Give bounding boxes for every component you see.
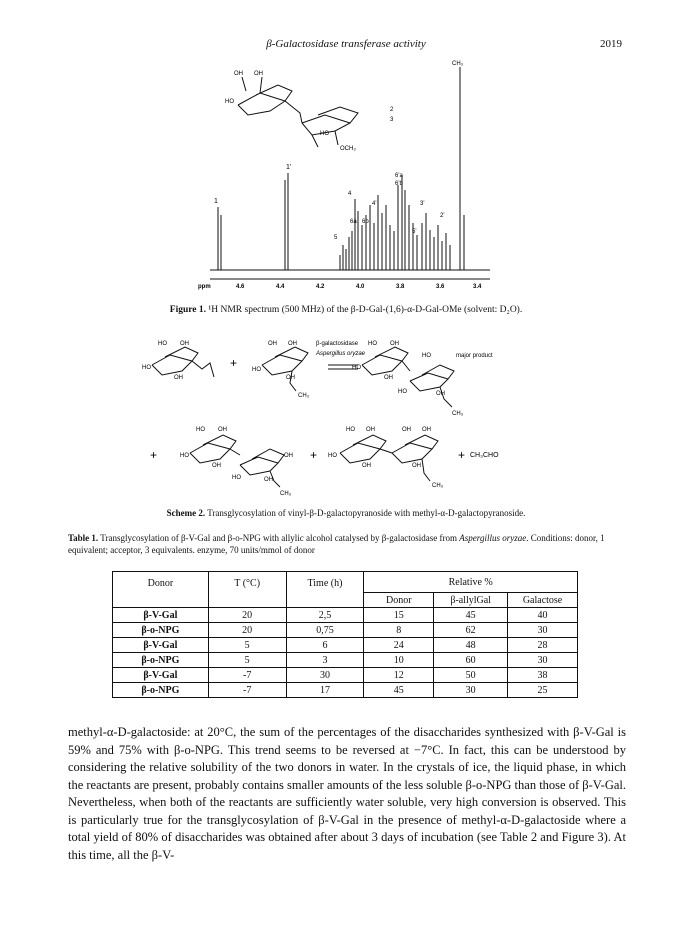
cell-rel-donor: 24 (364, 638, 434, 653)
plus-sign: + (310, 448, 318, 462)
table1-caption (68, 532, 624, 556)
table1-caption-text-a: Transglycosylation of β-V-Gal and β-o-NPG with allylic alcohol catalysed by β-galactosidase from (100, 533, 460, 543)
table-row (113, 623, 578, 638)
cell-temp: 20 (208, 608, 286, 623)
plus-sign: + (458, 448, 466, 462)
peak-label-1: 1 (214, 198, 218, 205)
axis-tick: 4.2 (316, 284, 325, 290)
axis-tick: 3.4 (473, 284, 482, 290)
scheme-label: HO (252, 367, 261, 373)
cell-rel-donor: 10 (364, 653, 434, 668)
cell-temp: -7 (208, 668, 286, 683)
scheme-label: OH (286, 375, 295, 381)
scheme2-caption-text: Transglycosylation of vinyl-β-D-galactopyranoside with methyl-α-D-galactopyranoside. (207, 508, 526, 518)
axis-tick: 3.8 (396, 284, 405, 290)
table1-caption-organism: Aspergillus oryzae (459, 533, 527, 543)
peak-label-6prime-b: 6'b (395, 181, 403, 187)
cell-time: 2,5 (286, 608, 364, 623)
peak-label-ch3: CH₃ (452, 61, 464, 67)
scheme-label: HO (398, 389, 407, 395)
axis-tick: 4.0 (356, 284, 365, 290)
peak-label-6prime-a: 6'a (395, 173, 403, 179)
structure-label-och3: OCH₃ (340, 146, 356, 152)
peak-label-4prime: 4' (372, 201, 377, 207)
cell-temp: -7 (208, 683, 286, 698)
acetaldehyde-label: CH₃CHO (470, 452, 499, 459)
table-row (113, 653, 578, 668)
cell-rel-allylgal: 30 (434, 683, 508, 698)
cell-rel-donor: 12 (364, 668, 434, 683)
table1-caption-text-b: . Conditions: donor, 1 equivalent; acceptor, 3 equivalents. enzyme, 70 units/mmol of donor (68, 533, 605, 555)
peak-label-3: 3 (390, 117, 394, 123)
cell-rel-donor: 8 (364, 623, 434, 638)
scheme-label: OH (422, 427, 431, 433)
scheme-label: OH (284, 453, 293, 459)
scheme-label: OH (174, 375, 183, 381)
col-header-time: Time (h) (286, 572, 364, 608)
structure-label-oh1: OH (234, 71, 243, 77)
subheader-allylgal: β-allylGal (434, 593, 508, 608)
axis-unit: ppm (198, 284, 211, 290)
cell-temp: 20 (208, 623, 286, 638)
axis-tick: 4.4 (276, 284, 285, 290)
scheme-label: OH (436, 391, 445, 397)
peak-label-2: 2 (390, 107, 394, 113)
figure1-caption-text: ¹H NMR spectrum (500 MHz) of the β-D-Gal-(1,6)-α-D-Gal-OMe (solvent: D₂O). (208, 305, 523, 315)
cell-time: 3 (286, 653, 364, 668)
col-header-temp: T (°C) (208, 572, 286, 608)
cell-rel-allylgal: 48 (434, 638, 508, 653)
peak-label-6a: 6a (350, 219, 357, 225)
axis-tick: 3.6 (436, 284, 445, 290)
subheader-donor: Donor (364, 593, 434, 608)
axis-tick: 4.6 (236, 284, 245, 290)
structure-label-oh2: OH (254, 71, 263, 77)
cell-time: 30 (286, 668, 364, 683)
peak-label-2prime: 2' (440, 213, 445, 219)
cell-time: 0,75 (286, 623, 364, 638)
plus-sign: + (150, 448, 158, 462)
nmr-spectrum-figure (190, 55, 500, 300)
cell-rel-allylgal: 45 (434, 608, 508, 623)
cell-time: 17 (286, 683, 364, 698)
table-row (113, 683, 578, 698)
scheme2-reaction (140, 335, 560, 500)
scheme-label: OH (218, 427, 227, 433)
scheme-label: HO (196, 427, 205, 433)
peak-label-5prime: 5' (412, 229, 417, 235)
cell-rel-donor: 15 (364, 608, 434, 623)
col-header-donor: Donor (113, 572, 209, 608)
scheme-label: HO (232, 475, 241, 481)
structure-label-ho2: HO (320, 131, 329, 137)
plus-sign: + (230, 356, 238, 370)
scheme-label: HO (328, 453, 337, 459)
peak-label-4: 4 (348, 191, 352, 197)
scheme-label: HO (158, 341, 167, 347)
scheme-label: HO (142, 365, 151, 371)
peak-label-5: 5 (334, 235, 338, 241)
table-row (113, 608, 578, 623)
enzyme-name: β-galactosidase (316, 341, 359, 347)
scheme-label: HO (352, 365, 361, 371)
scheme2-caption-label: Scheme 2. (166, 508, 206, 518)
table1-caption-label: Table 1. (68, 533, 99, 543)
cell-rel-galactose: 40 (508, 608, 578, 623)
scheme-label: CH₃ (280, 491, 292, 497)
scheme-label: OH (402, 427, 411, 433)
scheme-label: OH (384, 375, 393, 381)
figure1-caption (0, 305, 692, 315)
scheme-label: HO (346, 427, 355, 433)
cell-rel-galactose: 38 (508, 668, 578, 683)
peak-label-6b: 6b (362, 219, 369, 225)
scheme-label: HO (180, 453, 189, 459)
scheme-label: OH (268, 341, 277, 347)
scheme-label: CH₃ (432, 483, 444, 489)
scheme-label: OH (288, 341, 297, 347)
figure1-caption-label: Figure 1. (169, 305, 207, 315)
cell-rel-allylgal: 50 (434, 668, 508, 683)
peak-label-3prime: 3' (420, 201, 425, 207)
cell-rel-allylgal: 60 (434, 653, 508, 668)
peak-label-1prime: 1' (286, 164, 292, 171)
cell-rel-donor: 45 (364, 683, 434, 698)
cell-donor: β-V-Gal (113, 608, 209, 623)
cell-rel-galactose: 30 (508, 653, 578, 668)
enzyme-source: Aspergillus oryzae (316, 351, 366, 357)
major-product-label: major product (456, 353, 493, 359)
cell-donor: β-o-NPG (113, 623, 209, 638)
cell-donor: β-V-Gal (113, 638, 209, 653)
scheme-label: CH₃ (298, 393, 310, 399)
scheme-label: HO (422, 353, 431, 359)
scheme-label: OH (212, 463, 221, 469)
cell-temp: 5 (208, 638, 286, 653)
cell-rel-galactose: 30 (508, 623, 578, 638)
table-row (113, 638, 578, 653)
scheme-label: OH (412, 463, 421, 469)
cell-rel-galactose: 25 (508, 683, 578, 698)
spectrum-peaks (218, 67, 464, 270)
scheme-label: OH (366, 427, 375, 433)
scheme-label: CH₃ (452, 411, 464, 417)
table-row (113, 668, 578, 683)
cell-rel-galactose: 28 (508, 638, 578, 653)
col-header-relative: Relative % (364, 572, 578, 593)
subheader-galactose: Galactose (508, 593, 578, 608)
cell-temp: 5 (208, 653, 286, 668)
structure-label-ho: HO (225, 99, 234, 105)
scheme-label: OH (180, 341, 189, 347)
cell-time: 6 (286, 638, 364, 653)
table1 (112, 571, 578, 698)
disaccharide-structure (238, 77, 358, 147)
body-paragraph: methyl-α-D-galactoside: at 20°C, the sum of the percentages of the disaccharides synthesized with β-V-Gal is 59% and 75% with β-o-NPG. This trend seems to be reversed at −7°C. In fact, this can be understood by considering the relative solubility of the two donors in water. In the crystals of ice, the liquid phase, in which the reactants are present, probably contains smaller amounts of the less soluble β-o-NPG than those of β-V-Gal. Nevertheless, when both of the reactants are sufficiently water soluble, very high conversion is observed. This is particularly true for the transglycosylation of β-V-Gal in the presence of methyl-α-D-galactoside where a total yield of 80% of disaccharides was obtained after about 3 days of incubation (see Table 2 and Figure 3). At this time, all the β-V- (68, 725, 626, 862)
cell-rel-allylgal: 62 (434, 623, 508, 638)
scheme-label: OH (362, 463, 371, 469)
running-title: β-Galactosidase transferase activity (266, 38, 426, 50)
cell-donor: β-o-NPG (113, 653, 209, 668)
cell-donor: β-o-NPG (113, 683, 209, 698)
scheme2-caption (0, 508, 692, 518)
scheme-label: OH (390, 341, 399, 347)
ppm-axis (198, 279, 490, 290)
scheme-label: OH (264, 477, 273, 483)
page-number: 2019 (600, 38, 622, 50)
scheme-label: HO (368, 341, 377, 347)
cell-donor: β-V-Gal (113, 668, 209, 683)
